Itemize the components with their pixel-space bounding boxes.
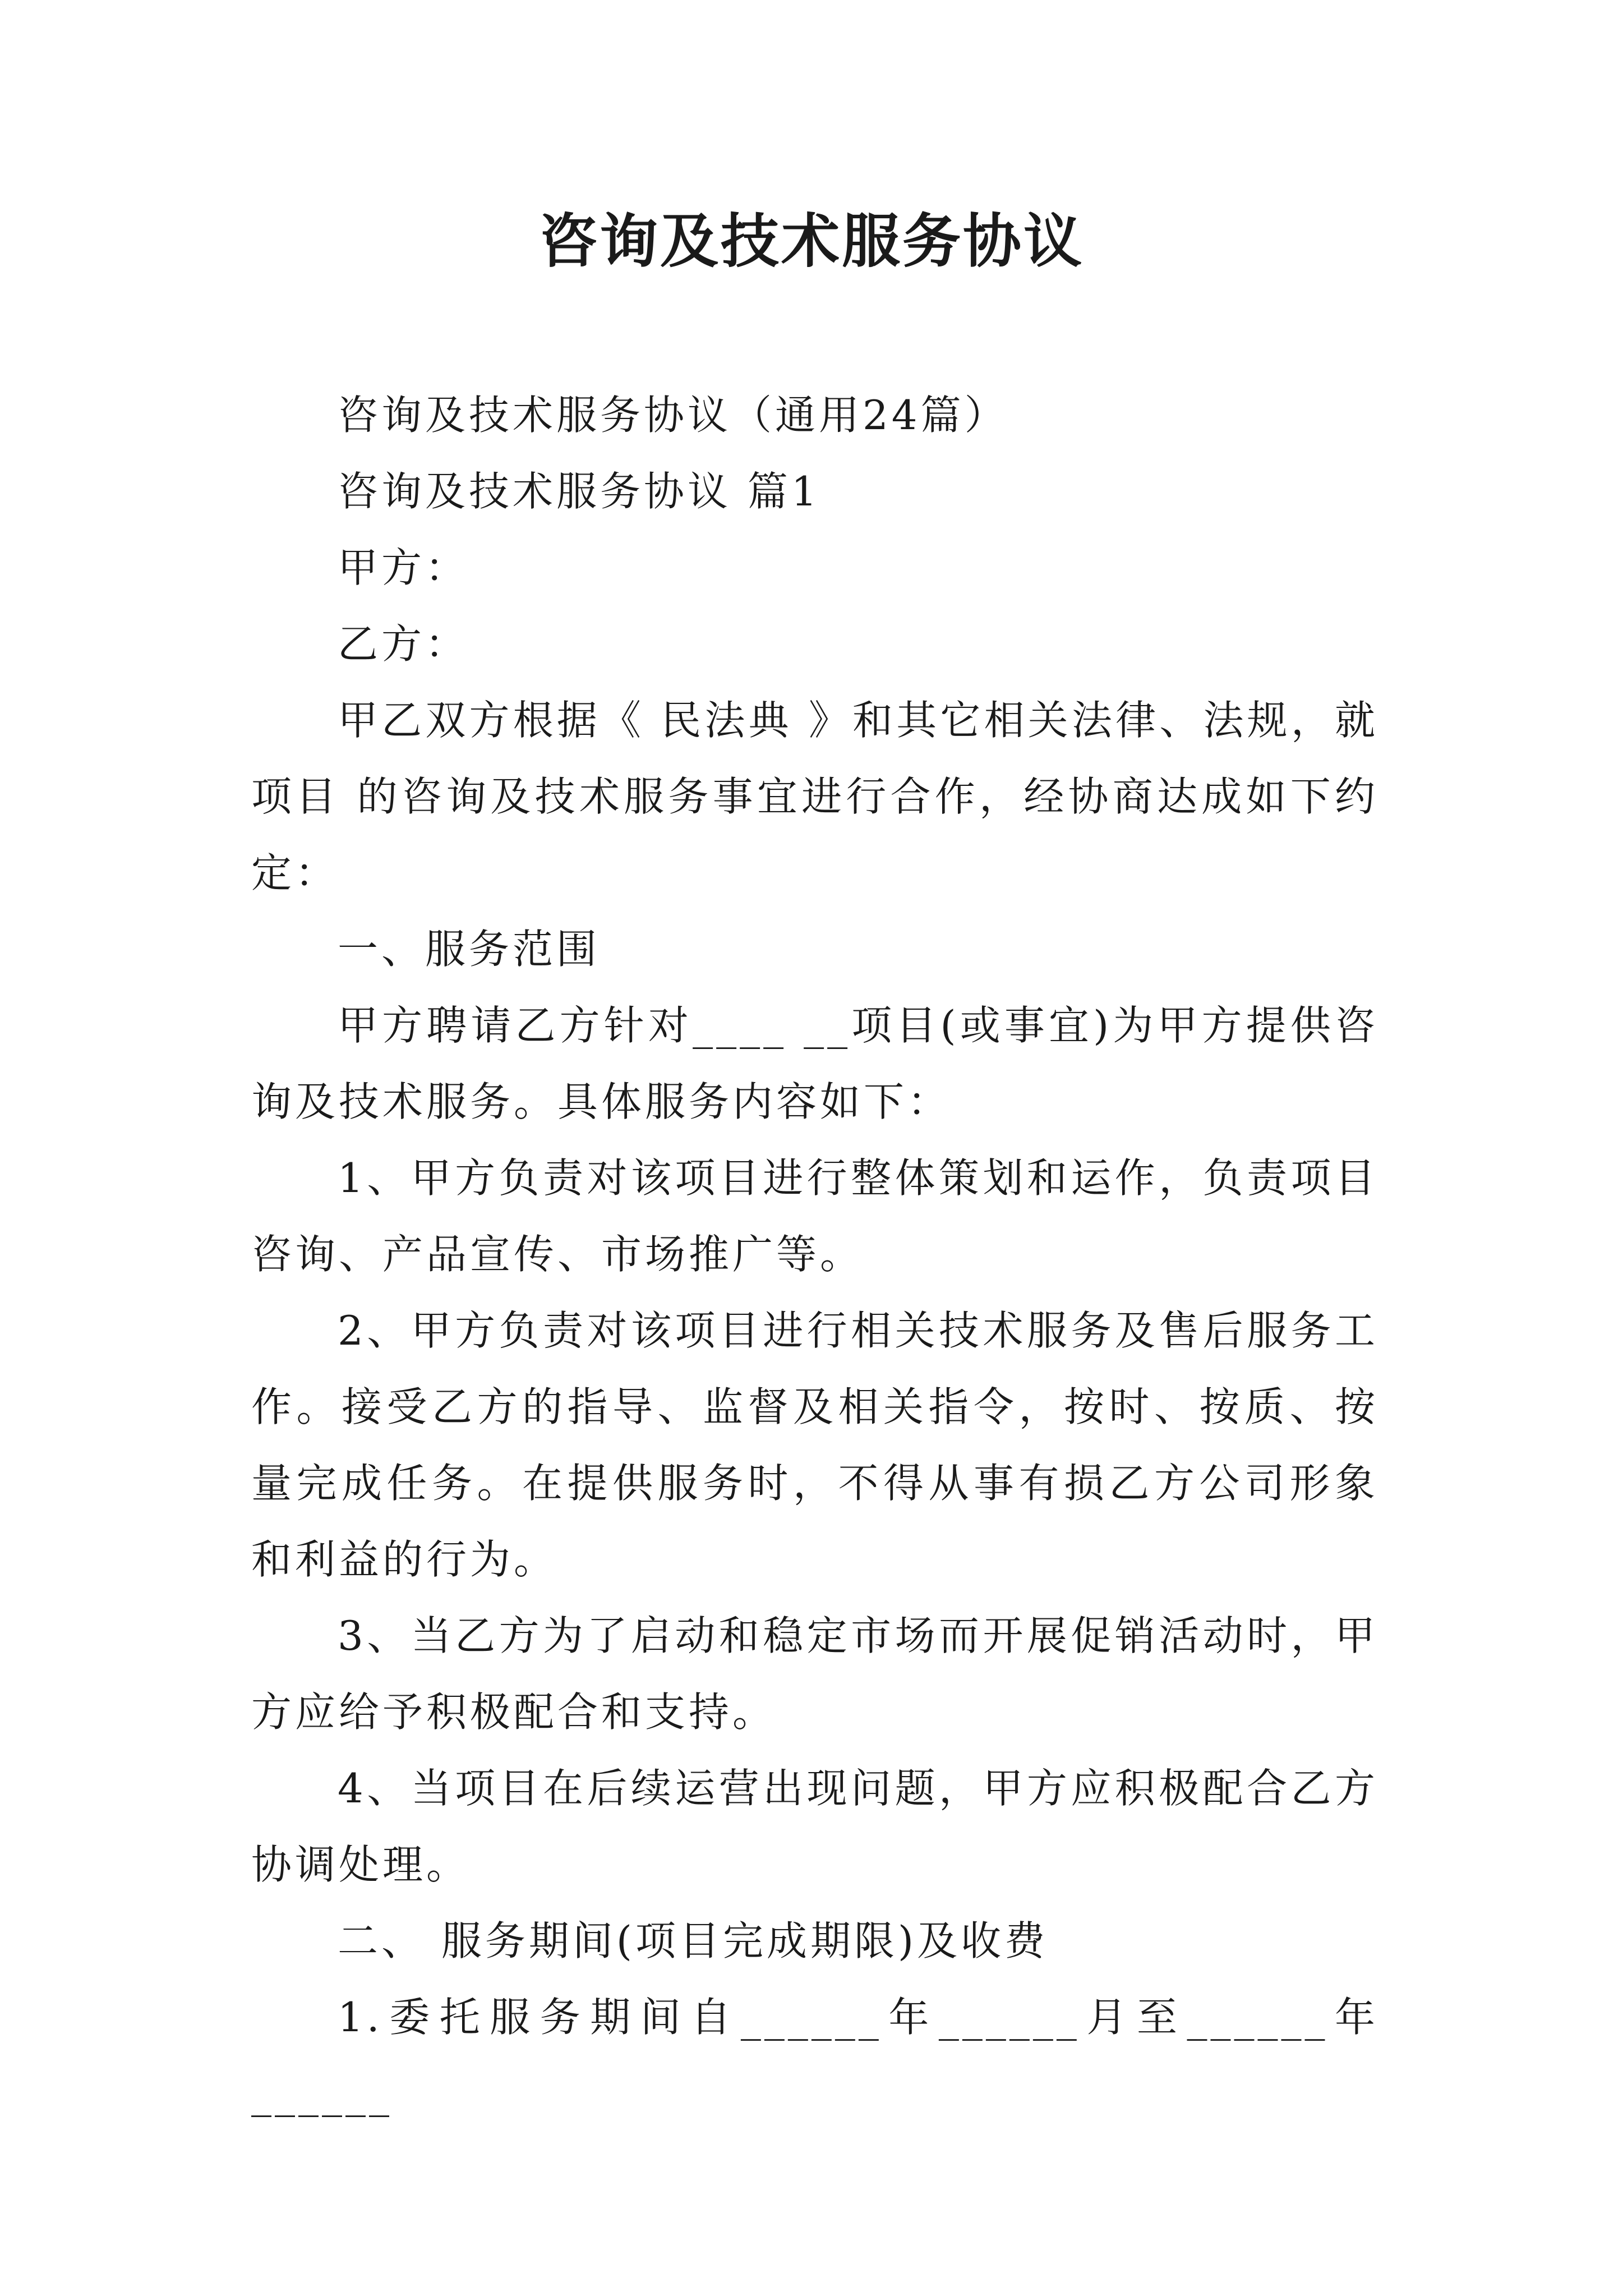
paragraph-period-1: 1.委托服务期间自______年______月至______年______ <box>251 1994 1378 2117</box>
paragraph-item-4: 4、当项目在后续运营出现问题，甲方应积极配合乙方协调处理。 <box>251 1765 1378 1888</box>
paragraph-party-a: 甲方： <box>338 544 469 591</box>
paragraph-item-3: 3、当乙方为了启动和稳定市场而开展促销活动时，甲方应给予积极配合和支持。 <box>251 1612 1378 1736</box>
paragraph-scope: 甲方聘请乙方针对____ __项目(或事宜)为甲方提供咨询及技术服务。具体服务内容如下： <box>251 1002 1378 1125</box>
paragraph-heading-scope: 一、服务范围 <box>338 926 601 973</box>
paragraph-heading-period: 二、 服务期间(项目完成期限)及收费 <box>338 1917 1049 1964</box>
paragraph-preamble: 甲乙双方根据《 民法典 》和其它相关法律、法规，就项目 的咨询及技术服务事宜进行合作，经协商达成如下约定： <box>251 697 1378 896</box>
paragraph-subtitle: 咨询及技术服务协议（通用24篇） <box>338 392 1008 439</box>
paragraph-party-b: 乙方： <box>338 620 469 668</box>
paragraph-item-2: 2、甲方负责对该项目进行相关技术服务及售后服务工作。接受乙方的指导、监督及相关指令，按时、按质、按量完成任务。在提供服务时，不得从事有损乙方公司形象和利益的行为。 <box>251 1307 1378 1583</box>
document-title: 咨询及技术服务协议 <box>538 207 1084 275</box>
paragraph-item-1: 1、甲方负责对该项目进行整体策划和运作，负责项目咨询、产品宣传、市场推广等。 <box>251 1154 1378 1278</box>
paragraph-section-heading: 咨询及技术服务协议 篇1 <box>338 468 820 515</box>
document-body <box>251 377 1378 2132</box>
